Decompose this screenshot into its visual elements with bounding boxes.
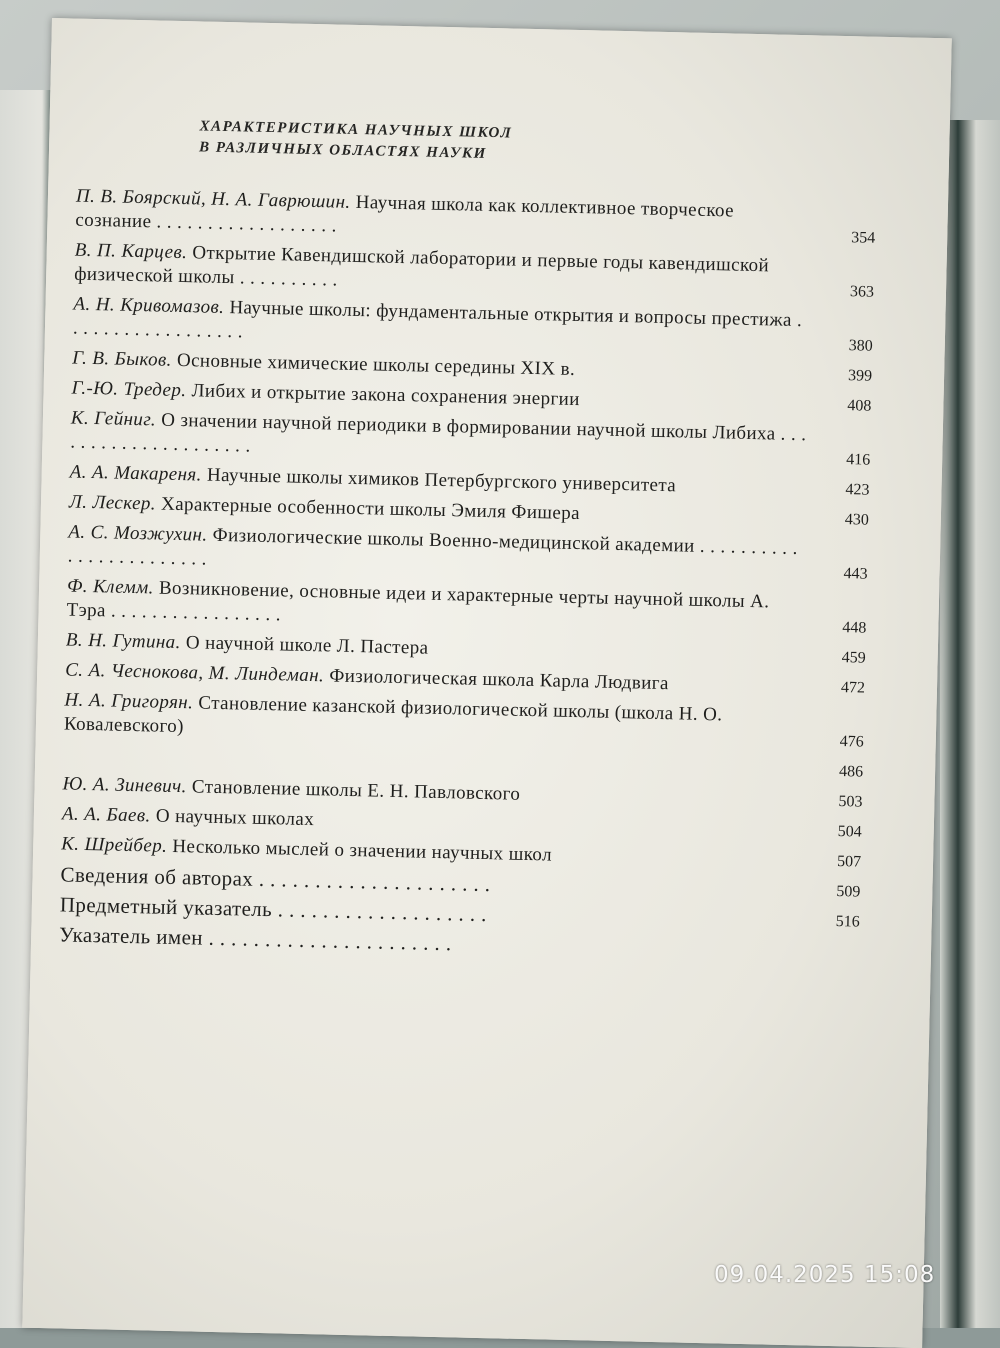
toc-entry-page: 423 bbox=[819, 478, 870, 503]
toc-entry-page: 354 bbox=[825, 226, 876, 251]
book-cover-right-edge bbox=[940, 120, 1000, 1328]
toc-entry-author: Н. А. Григорян. bbox=[64, 689, 193, 713]
toc-entry-author: С. А. Чеснокова, М. Линдеман. bbox=[65, 659, 324, 686]
toc-entry-title: Научная школа как коллективное творческое сознание . . . . . . . . . . . . . . . . . . bbox=[75, 192, 734, 237]
toc-entry-author: А. С. Мозжухин. bbox=[68, 522, 208, 546]
section-heading bbox=[199, 116, 760, 171]
toc-entry-page: 448 bbox=[816, 616, 867, 641]
toc-entry-title: Несколько мыслей о значении научных школ bbox=[172, 836, 552, 866]
table-of-contents bbox=[59, 185, 876, 971]
toc-entry-title: Становление школы Е. Н. Павловского bbox=[192, 776, 521, 804]
toc-entry-author: Г. В. Быков. bbox=[72, 348, 172, 371]
toc-entry-title: Сведения об авторах . . . . . . . . . . . . . . . . . . . . . bbox=[60, 862, 490, 896]
toc-entry-title: Возникновение, основные идеи и характерные черты научной школы А. Тэра . . . . . . . . . . . . . . . . . bbox=[66, 578, 769, 626]
toc-entry-title: О научных школах bbox=[156, 806, 315, 831]
section-heading-line-2: В РАЗЛИЧНЫХ ОБЛАСТЯХ НАУКИ bbox=[199, 137, 759, 171]
toc-entry-title: Физиологическая школа Карла Людвига bbox=[329, 665, 669, 694]
toc-entry-author: К. Гейниг. bbox=[71, 408, 157, 431]
toc-entry-page: 486 bbox=[813, 759, 864, 784]
toc-entry-page: 507 bbox=[811, 849, 862, 874]
toc-entry-page: 476 bbox=[814, 729, 865, 754]
toc-entry-page: 408 bbox=[821, 394, 872, 419]
toc-entry-title: Научные школы химиков Петербургского университета bbox=[207, 465, 677, 497]
toc-entry-title: Характерные особенности школы Эмиля Фишера bbox=[161, 494, 580, 524]
toc-entry-page: 416 bbox=[820, 448, 871, 473]
photo-timestamp: 09.04.2025 15:08 bbox=[714, 1262, 935, 1288]
toc-entry-author: К. Шрейбер. bbox=[61, 833, 167, 856]
toc-entry-title: Физиологические школы Военно-медицинской академии . . . . . . . . . . . . . . . . . . . . . . . . bbox=[68, 525, 798, 570]
toc-entry-title: Предметный указатель . . . . . . . . . . . . . . . . . . . bbox=[60, 892, 487, 926]
toc-entry-page: 516 bbox=[809, 909, 860, 934]
toc-entry-title: О значении научной периодики в формировании научной школы Либиха . . . . . . . . . . . . . . . . . . . . . bbox=[70, 410, 807, 457]
toc-entry-author: А. А. Баев. bbox=[62, 803, 151, 826]
toc-entry-page: 472 bbox=[815, 675, 866, 700]
toc-entry-page: 504 bbox=[811, 819, 862, 844]
toc-entry-author: Г.-Ю. Тредер. bbox=[71, 378, 186, 402]
toc-entry-title: Научные школы: фундаментальные открытия и вопросы престижа . . . . . . . . . . . . . . . . . . bbox=[73, 297, 803, 342]
toc-entry-title: О научной школе Л. Пастера bbox=[186, 632, 429, 658]
toc-entry-title: Либих и открытие закона сохранения энергии bbox=[191, 380, 580, 410]
toc-entry-author: П. В. Боярский, Н. А. Гаврюшин. bbox=[76, 186, 351, 213]
toc-entry-page: 363 bbox=[824, 280, 875, 305]
toc-entry-page: 503 bbox=[812, 789, 863, 814]
toc-entry-page: 380 bbox=[822, 334, 873, 359]
toc-entry-page: 443 bbox=[817, 562, 868, 587]
toc-entry-title: Становление казанской физиологической школы (школа Н. О. Ковалевского) bbox=[64, 693, 723, 738]
toc-entry-author: Л. Лескер. bbox=[69, 492, 156, 515]
toc-entry-title: Основные химические школы середины XIX в. bbox=[177, 350, 576, 380]
toc-entry-page: 459 bbox=[815, 645, 866, 670]
toc-entry-title: Открытие Кавендишской лаборатории и первые годы кавендишской физической школы . . . . . . . . . . bbox=[74, 242, 769, 290]
toc-entry-author: В. Н. Гутина. bbox=[66, 629, 181, 653]
toc-entry-author: А. А. Макареня. bbox=[69, 462, 202, 486]
toc-entry-author: А. Н. Кривомазов. bbox=[73, 294, 224, 318]
toc-entry-page: 399 bbox=[822, 364, 873, 389]
toc-entry-author: Ф. Клемм. bbox=[67, 575, 154, 598]
toc-entry-page: 509 bbox=[810, 879, 861, 904]
toc-entry-page: 430 bbox=[819, 508, 870, 533]
section-heading-line-1: ХАРАКТЕРИСТИКА НАУЧНЫХ ШКОЛ bbox=[199, 116, 759, 150]
toc-entry-author: В. П. Карцев. bbox=[75, 240, 188, 264]
book-page bbox=[22, 18, 951, 1348]
toc-entry-title: Указатель имен . . . . . . . . . . . . . . . . . . . . . . bbox=[59, 922, 452, 955]
toc-entry-author: Ю. А. Зиневич. bbox=[62, 773, 187, 797]
